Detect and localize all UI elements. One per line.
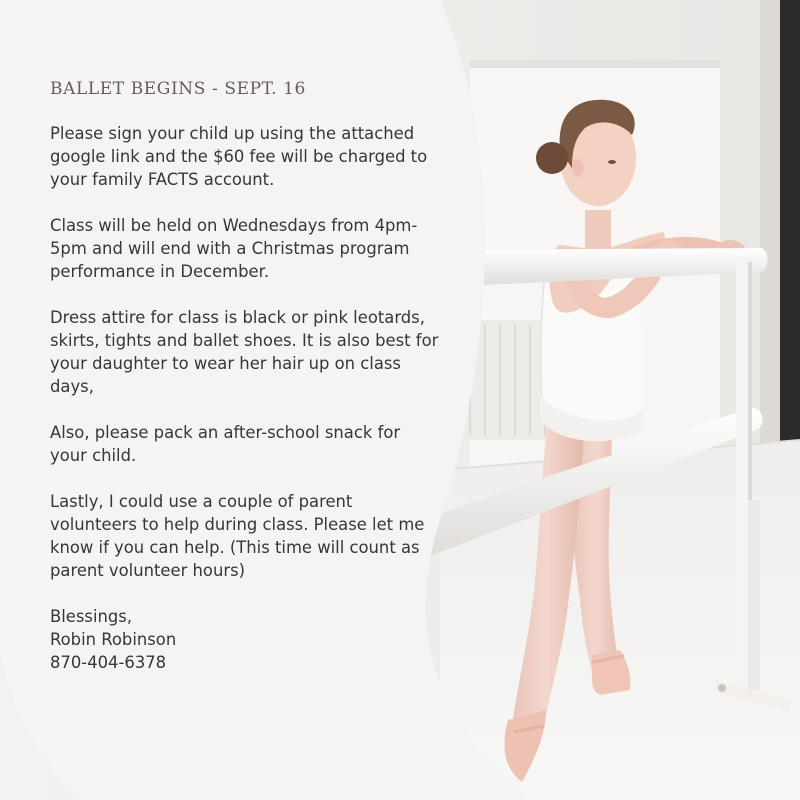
signature-name: Robin Robinson [50,630,177,649]
paragraph-volunteers: Lastly, I could use a couple of parent volunteers to help during class. Please let me know if you can help. (This time will count as parent volunteer hours) [50,492,425,580]
paragraph-snack: Also, please pack an after-school snack for your child. [50,423,401,465]
announcement-text [50,78,440,674]
paragraph-dress-attire: Dress attire for class is black or pink leotards, skirts, tights and ballet shoes. It is also best for your daughter to wear her hair up on class days, [50,308,439,396]
paragraph-schedule: Class will be held on Wednesdays from 4pm-5pm and will end with a Christmas program performance in December. [50,216,418,281]
paragraph-signup: Please sign your child up using the attached google link and the $60 fee will be charged to your family FACTS account. [50,124,428,189]
signature-phone: 870-404-6378 [50,653,167,672]
announcement-heading: BALLET BEGINS - SEPT. 16 [50,79,306,99]
signature [50,605,440,674]
signature-closing: Blessings, [50,607,133,626]
